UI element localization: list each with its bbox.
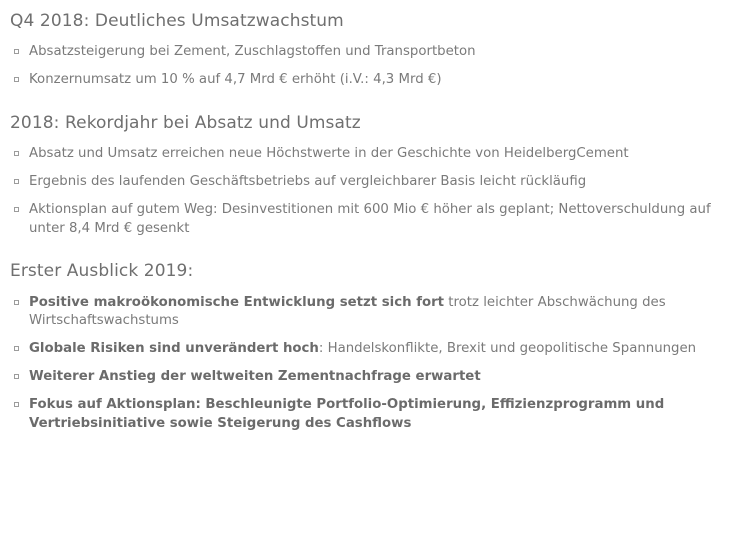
list-item bbox=[8, 294, 717, 332]
section-2018-rekordjahr bbox=[8, 112, 717, 239]
list-item bbox=[8, 201, 717, 239]
list-item-text: Absatz und Umsatz erreichen neue Höchstwerte in der Geschichte von HeidelbergCement bbox=[29, 145, 629, 161]
section-q4-2018 bbox=[8, 10, 717, 90]
list-item-bold-text: Weiterer Anstieg der weltweiten Zementnachfrage erwartet bbox=[29, 369, 481, 385]
square-bullet-icon bbox=[14, 346, 19, 351]
square-bullet-icon bbox=[14, 77, 19, 82]
bullet-list bbox=[8, 43, 717, 90]
list-item-text: trotz leichter Abschwächung des Wirtschaftswachstums bbox=[29, 294, 666, 329]
square-bullet-icon bbox=[14, 179, 19, 184]
list-item bbox=[8, 43, 717, 62]
list-item-text: Aktionsplan auf gutem Weg: Desinvestitionen mit 600 Mio € höher als geplant; Nettoverschuldung auf unter 8,4 Mrd € gesenkt bbox=[29, 201, 711, 236]
square-bullet-icon bbox=[14, 151, 19, 156]
list-item bbox=[8, 368, 717, 387]
list-item-bold-text: Positive makroökonomische Entwicklung setzt sich fort bbox=[29, 294, 445, 310]
list-item-bold-text: Globale Risiken sind unverändert hoch bbox=[29, 341, 319, 357]
list-item-text: Konzernumsatz um 10 % auf 4,7 Mrd € erhöht (i.V.: 4,3 Mrd €) bbox=[29, 71, 442, 87]
list-item bbox=[8, 145, 717, 164]
square-bullet-icon bbox=[14, 402, 19, 407]
list-item bbox=[8, 71, 717, 90]
list-item bbox=[8, 396, 717, 434]
bullet-list bbox=[8, 145, 717, 239]
list-item-text: : Handelskonflikte, Brexit und geopolitische Spannungen bbox=[318, 341, 697, 357]
section-heading: 2018: Rekordjahr bei Absatz und Umsatz bbox=[10, 112, 361, 133]
list-item bbox=[8, 340, 717, 359]
square-bullet-icon bbox=[14, 207, 19, 212]
section-heading: Q4 2018: Deutliches Umsatzwachstum bbox=[10, 11, 344, 31]
section-heading: Erster Ausblick 2019: bbox=[10, 261, 194, 282]
list-item-bold-text: Fokus auf Aktionsplan: Beschleunigte Portfolio-Optimierung, Effizienzprogramm und Vertriebsinitiative sowie Steigerung des Cashflows bbox=[29, 397, 665, 431]
list-item bbox=[8, 173, 717, 192]
section-ausblick-2019 bbox=[8, 260, 717, 433]
square-bullet-icon bbox=[14, 49, 19, 54]
bullet-list bbox=[8, 294, 717, 434]
square-bullet-icon bbox=[14, 300, 19, 305]
list-item-text: Ergebnis des laufenden Geschäftsbetriebs auf vergleichbarer Basis leicht rückläufig bbox=[29, 173, 587, 189]
list-item-text: Absatzsteigerung bei Zement, Zuschlagstoffen und Transportbeton bbox=[29, 44, 476, 60]
square-bullet-icon bbox=[14, 374, 19, 379]
